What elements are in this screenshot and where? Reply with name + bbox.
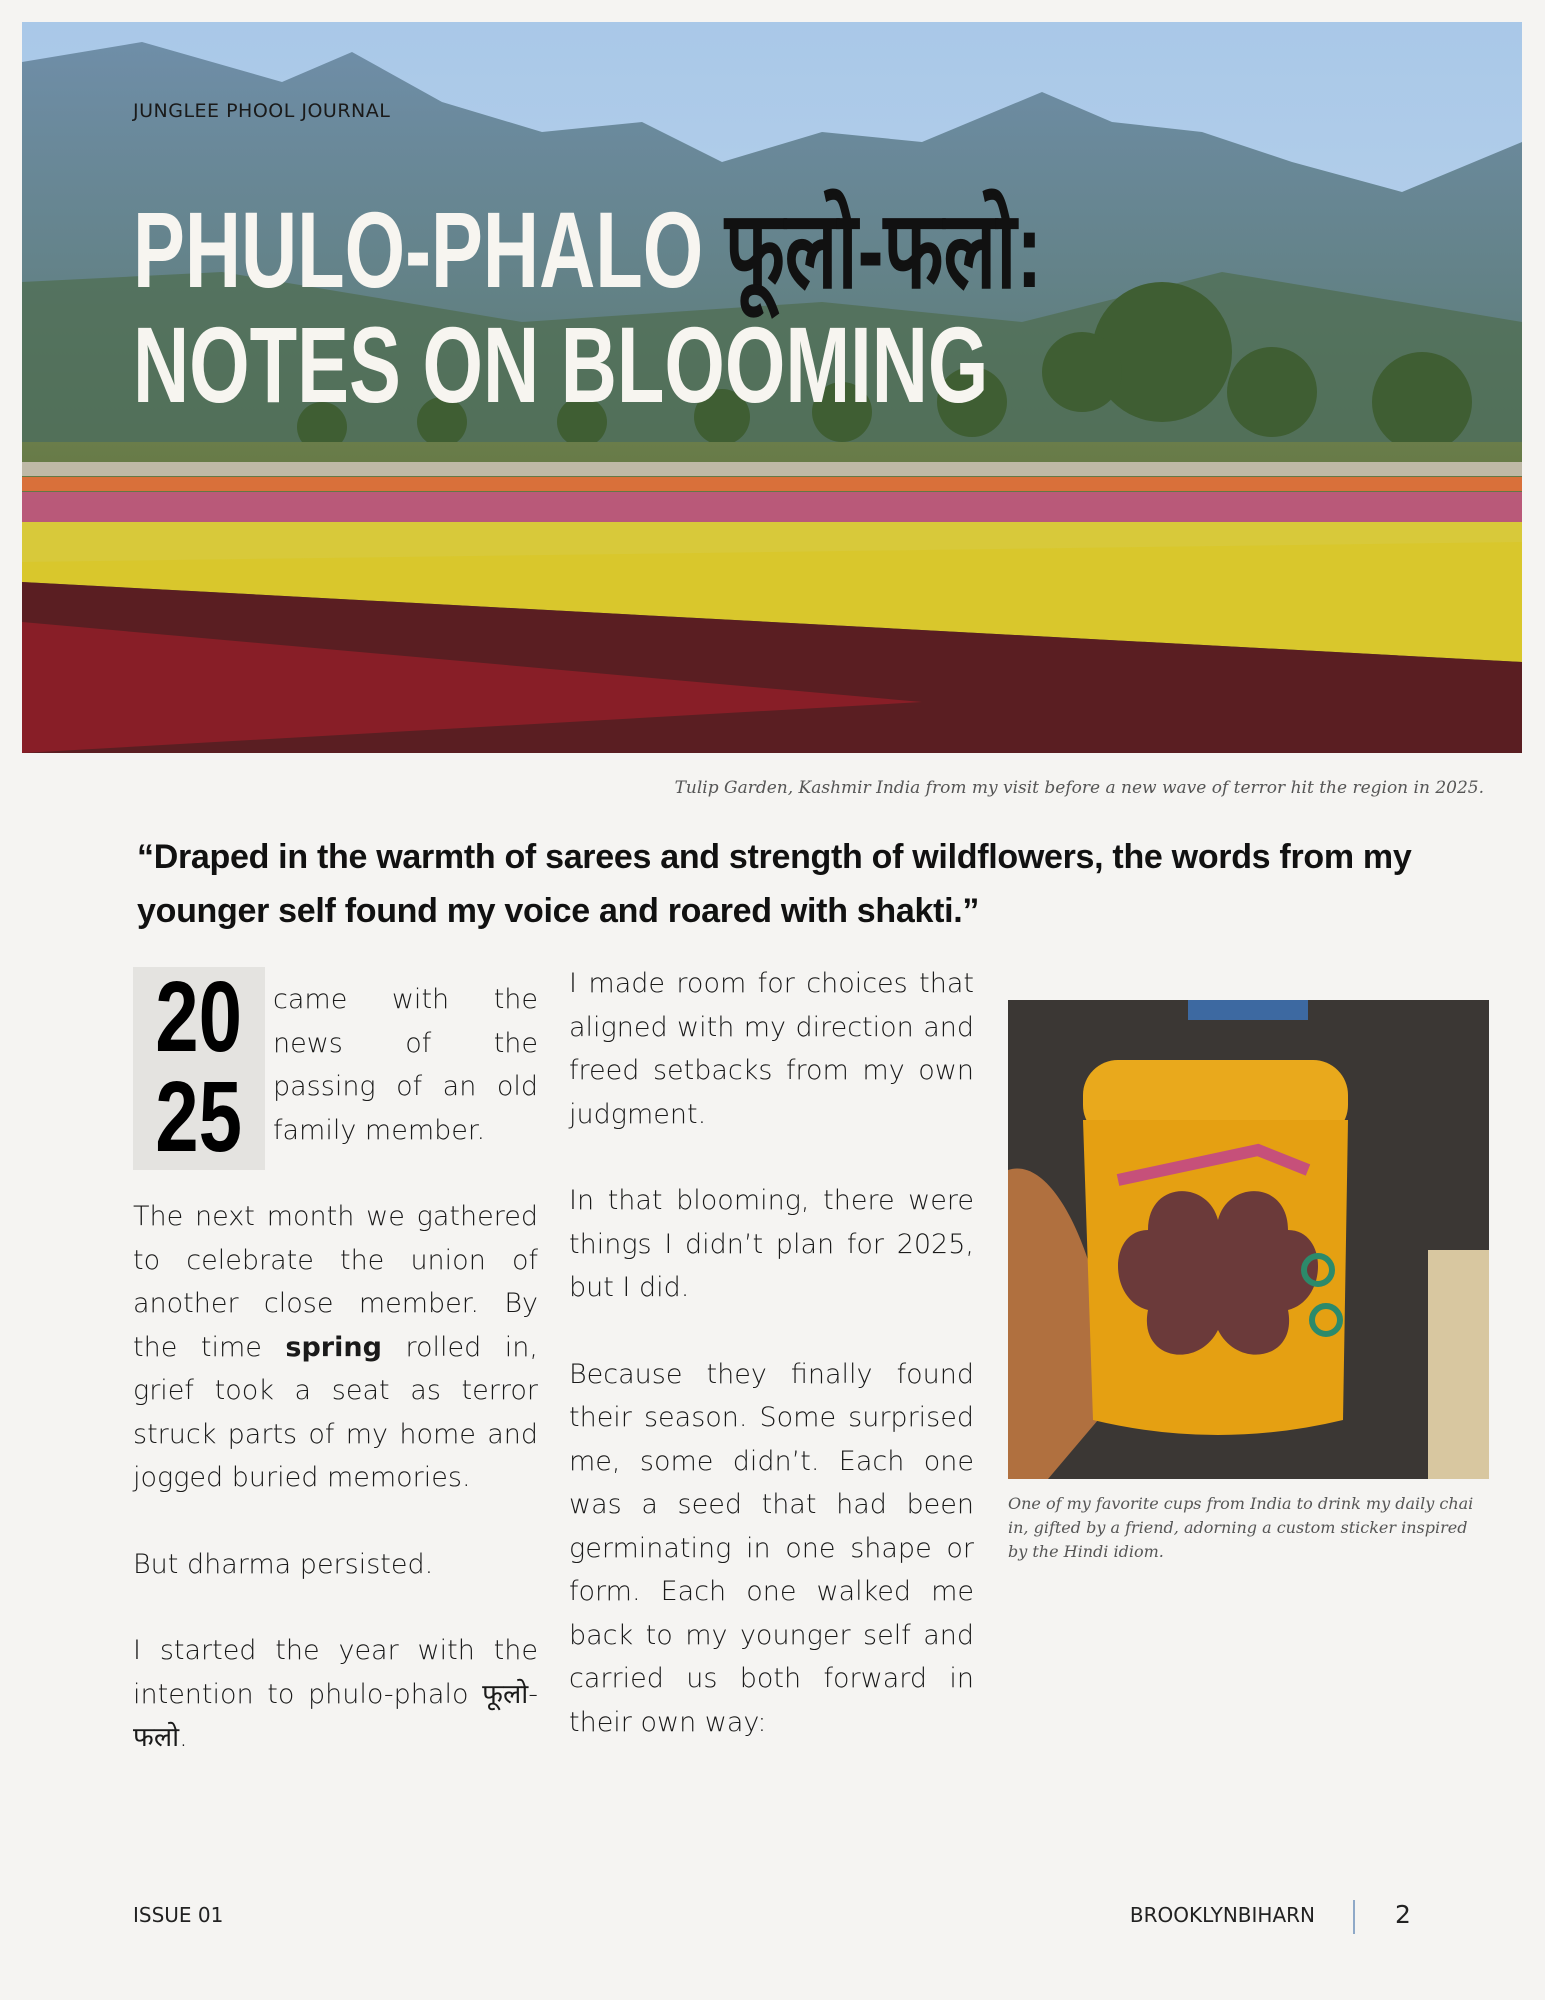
brand-name: BROOKLYNBIHARN: [1129, 1903, 1315, 1927]
footer-divider: [1353, 1900, 1355, 1934]
paragraph: In that blooming, there were things I didn’t plan for 2025, but I did.: [569, 1185, 974, 1303]
text-column-2: [569, 962, 974, 1787]
paragraph: came with the news of the passing of an old family member.: [273, 984, 538, 1146]
drop-cap-year: [133, 961, 265, 1173]
issue-label: ISSUE 01: [133, 1903, 224, 1927]
drop-cap-top: 20: [155, 961, 243, 1073]
article-title: [133, 189, 1043, 425]
hero-caption: Tulip Garden, Kashmir India from my visit before a new wave of terror hit the region in 2025.: [674, 778, 1484, 798]
page-number: 2: [1395, 1900, 1411, 1929]
text-column-1: [133, 961, 538, 1803]
bold-word: spring: [285, 1331, 382, 1363]
title-hindi: फूलो-फलो:: [724, 189, 1043, 310]
paragraph: The next month we gathered to celebrate the union of another close member. By the time spring rolled in, grief took a seat as terror struck parts of my home and jogged buried memories.: [133, 1201, 538, 1493]
hero-image: [22, 22, 1522, 753]
title-english: PHULO-PHALO: [133, 189, 704, 310]
paragraph: Because they finally found their season. Some surprised me, some didn’t. Each one was a seed that had been germinating in one shape or form. Each one walked me back to my younger self and carried us both forward in their own way:: [569, 1358, 974, 1738]
paragraph: I made room for choices that aligned with my direction and freed setbacks from my own judgment.: [569, 968, 974, 1130]
journal-name: JUNGLEE PHOOL JOURNAL: [133, 100, 391, 122]
chai-cup-photo: [1008, 1000, 1489, 1479]
drop-cap-bottom: 25: [155, 1061, 243, 1173]
title-line2: NOTES ON BLOOMING: [133, 304, 989, 425]
pull-quote: “Draped in the warmth of sarees and strength of wildflowers, the words from my younger self found my voice and roared with shakti.”: [137, 838, 1412, 930]
paragraph: But dharma persisted.: [133, 1548, 434, 1580]
paragraph: I started the year with the intention to phulo-phalo फूलो-फलो.: [133, 1635, 538, 1753]
photo-caption: One of my favorite cups from India to drink my daily chai in, gifted by a friend, adorning a custom sticker inspired by the Hindi idiom.: [1008, 1494, 1474, 1561]
